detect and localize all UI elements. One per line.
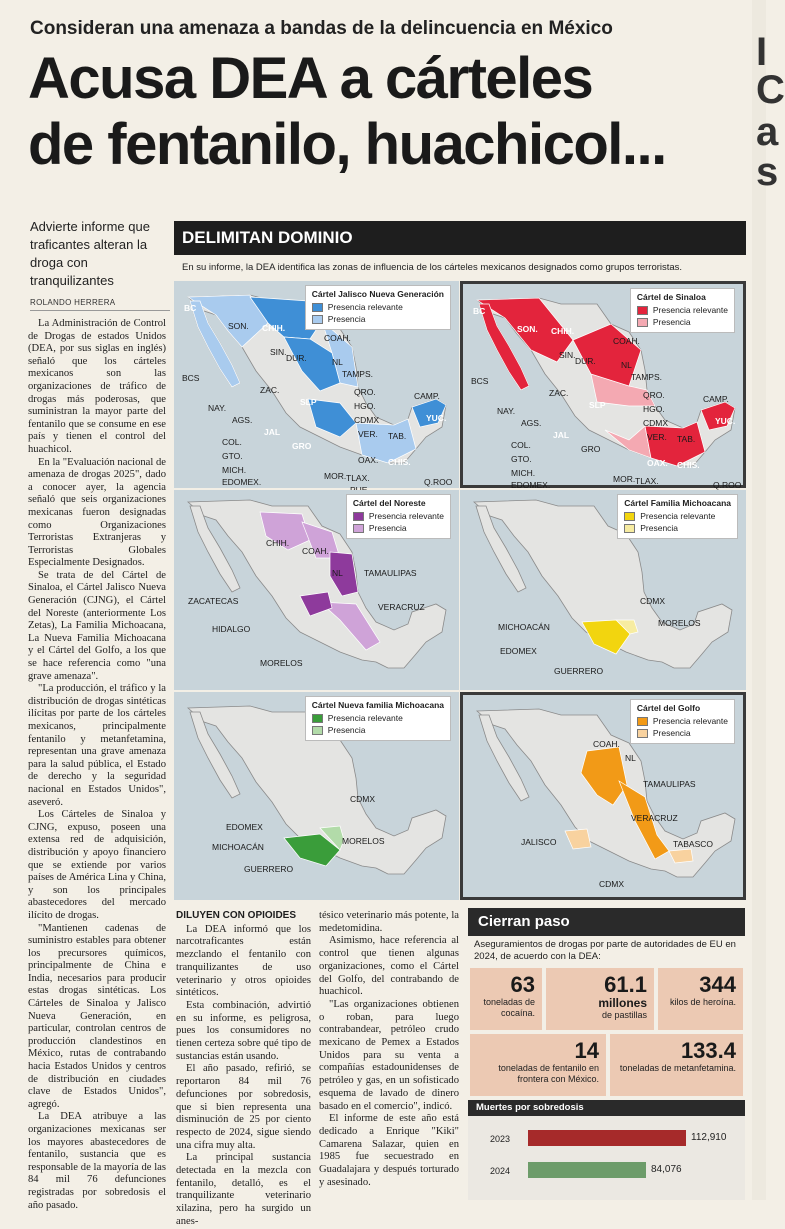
state-label: NAY. (497, 406, 516, 416)
overdose-value-2023: 112,910 (691, 1132, 727, 1143)
legend-label: Presencia relevante (368, 511, 444, 521)
stat-value: 344 (699, 972, 736, 997)
state-label: TABASCO (673, 839, 713, 849)
headline-line-1: Acusa DEA a cárteles (28, 46, 593, 111)
state-label: MICH. (511, 468, 536, 478)
map-legend (346, 494, 451, 539)
legend-label: Presencia relevante (327, 713, 403, 723)
seizure-meth (608, 1032, 745, 1098)
legend-swatch (353, 524, 364, 533)
state-label: SIN. (270, 347, 287, 357)
state-label: SLP (589, 400, 606, 410)
state-label: CDMX (643, 418, 669, 428)
stat-unit: toneladas de cocaína. (483, 997, 535, 1018)
state-label: ZAC. (549, 388, 569, 398)
legend-label: Presencia relevante (327, 302, 403, 312)
state-label: NL (332, 357, 343, 367)
state-label: MOR. (613, 474, 636, 484)
legend-swatch (637, 729, 648, 738)
state-label: MICH. (222, 465, 247, 475)
article-subhead: Advierte informe que traficantes alteran la droga con tranquilizantes (30, 219, 150, 288)
state-label: JAL (553, 430, 570, 440)
stat-value: 133.4 (680, 1038, 736, 1063)
stat-value: 63 (510, 972, 535, 997)
cartel-map-panel (174, 692, 459, 900)
article-headline (28, 46, 748, 178)
legend-relevant (353, 510, 444, 522)
article-byline: ROLANDO HERRERA (30, 298, 170, 311)
legend-relevant (624, 510, 731, 522)
state-label: BCS (471, 376, 489, 386)
map-legend (630, 699, 735, 744)
state-label: SON. (517, 324, 538, 334)
legend-presence (312, 724, 444, 736)
state-label: NAY. (208, 403, 227, 413)
legend-label: Presencia (652, 728, 691, 738)
state-label: CAMP. (414, 391, 440, 401)
paragraph: Esta combinación, advirtió en su informe, es peligrosa, pues los consumidores no tienen certeza sobre qué tipo de sustancias están usando. (176, 999, 311, 1062)
stat-unit: toneladas de metanfetamina. (619, 1063, 736, 1073)
paragraph: El informe de este año está dedicado a Enrique "Kiki" Camarena Salazar, quien en 1985 fue secuestrado en Guadalajara y después torturado y asesinado. (319, 1113, 459, 1188)
state-label: SLP (300, 397, 317, 407)
seizure-heroin (656, 966, 745, 1032)
article-mid-column (176, 910, 311, 1229)
paragraph: La principal sustancia detectada en la mezcla con fentanilo, detalló, es el tranquilizante veterinario xilazina, pero ha surgido un anes- (176, 1152, 311, 1227)
paragraph: "La producción, el tráfico y la distribución de drogas sintéticas ilícitas por parte de los cárteles mexicanos, principalmente fentanilo y metanfetamina, representan una grave amenaza para la salud pública, el Estado de derecho y la seguridad nacional en Estados Unidos", aseveró. (28, 683, 166, 808)
legend-swatch (312, 714, 323, 723)
legend-swatch (637, 717, 648, 726)
state-label: EDOMEX (500, 646, 537, 656)
state-label: TAMPS. (342, 369, 374, 379)
state-label: AGS. (232, 415, 253, 425)
legend-label: Presencia (327, 725, 366, 735)
state-label: MORELOS (260, 658, 303, 668)
seizure-fentanyl (468, 1032, 608, 1098)
overdose-year-2023: 2023 (490, 1134, 511, 1144)
state-label: EDOMEX. (222, 477, 262, 487)
legend-swatch (312, 303, 323, 312)
paragraph: La DEA atribuye a las organizaciones mexicanas ser los mayores abastecedores de fentanilo, sustancia que es responsable de la mayoría de las 84 mil 76 defunciones registradas por sobredosis el año pasado. (28, 1111, 166, 1211)
state-label: CHIS. (677, 460, 700, 470)
legend-swatch (353, 512, 364, 521)
article-kicker: Consideran una amenaza a bandas de la delincuencia en México (30, 18, 613, 39)
seizures-title-bar (468, 908, 745, 936)
overdose-bar-2024 (528, 1162, 646, 1178)
state-label: TLAX. (635, 476, 659, 486)
state-label: HGO. (354, 401, 376, 411)
state-label: MORELOS (342, 836, 385, 846)
state-label: SON. (228, 321, 249, 331)
paragraph: Los Cárteles de Sinaloa y CJNG, expuso, poseen una extensa red de adquisición, distribución y apoyo financiero que se extiende por varios países de América Lina y China, y son los principales abastecedores del mercado ilícito de drogas. (28, 809, 166, 921)
state-label: COAH. (302, 546, 329, 556)
legend-cartel-name: Cártel Nueva familia Michoacana (311, 700, 444, 710)
state-label: SIN. (559, 350, 576, 360)
overdose-chart (468, 1116, 745, 1200)
seizure-cocaine (468, 966, 544, 1032)
state-label: COL. (222, 437, 242, 447)
legend-presence (353, 522, 444, 534)
paragraph: "Mantienen cadenas de suministro estables para obtener los precursores químicos, principalmente de China e India, necesarios para producir estas drogas sintéticas. Los Cárteles de Sinaloa y Jalisco Nueva Generación, en particular, controlan centros de producción clandestinos en México, rutas de contrabando hacia Estados Unidos y centros de distribución en ciudades clave de Estados Unidos", agregó. (28, 922, 166, 1110)
seizures-title: Cierran paso (478, 913, 570, 930)
state-label: NL (332, 568, 343, 578)
state-label: CDMX (354, 415, 380, 425)
stat-value: 14 (574, 1038, 599, 1063)
presence-region (565, 829, 591, 849)
legend-label: Presencia relevante (652, 305, 728, 315)
state-label: VERACRUZ (378, 602, 425, 612)
state-label: COAH. (324, 333, 351, 343)
legend-relevant (312, 712, 444, 724)
state-label: NL (621, 360, 632, 370)
state-label: GRO (292, 441, 312, 451)
state-label: GTO. (222, 451, 243, 461)
state-label: MICHOACÁN (498, 622, 550, 632)
legend-label: Presencia relevante (640, 511, 716, 521)
state-label: BC (473, 306, 486, 316)
legend-cartel-name: Cártel de Sinaloa (636, 292, 706, 302)
state-label: GTO. (511, 454, 532, 464)
cartel-map-panel (174, 281, 459, 488)
state-label: BC (184, 303, 197, 313)
graphic-title-bar (174, 221, 746, 255)
legend-swatch (637, 306, 648, 315)
stat-unit: toneladas de fentanilo en frontera con México. (498, 1063, 599, 1084)
state-label: EDOMEX. (511, 480, 551, 490)
legend-cartel-name: Cártel Jalisco Nueva Generación (311, 289, 444, 299)
state-label: OAX. (358, 455, 379, 465)
state-label: TAB. (677, 434, 696, 444)
state-label: TLAX. (346, 473, 370, 483)
legend-presence (312, 313, 444, 325)
state-label: VER. (647, 432, 667, 442)
state-label: VERACRUZ (631, 813, 678, 823)
state-label: Q.ROO (713, 480, 742, 490)
paragraph: Se trata de del Cártel de Sinaloa, el Cártel Jalisco Nueva Generación (CJNG), el Cártel del Noreste (anteriormente Los Zetas), La Familia Michoacana, La Nueva Familia Michoacana y el Cártel del Golfo, a los que se hace referencia como "una grave amenaza". (28, 569, 166, 682)
state-label: OAX. (647, 458, 668, 468)
paragraph: El año pasado, refirió, se reportaron 84 mil 76 defunciones por sobredosis, que si bien representa una disminución de 25 por ciento respecto de 2024, sigue siendo una cifra muy alta. (176, 1063, 311, 1151)
state-label: CHIS. (388, 457, 411, 467)
state-label: JALISCO (521, 837, 557, 847)
state-label: JAL (264, 427, 281, 437)
stat-unit: kilos de heroína. (669, 997, 736, 1007)
cartel-map-panel (460, 490, 746, 690)
state-label: ZACATECAS (188, 596, 239, 606)
state-label: DUR. (286, 353, 307, 363)
state-label: CDMX (350, 794, 376, 804)
legend-presence (637, 727, 728, 739)
legend-label: Presencia (327, 314, 366, 324)
legend-swatch (624, 524, 635, 533)
state-label: NL (625, 753, 636, 763)
legend-cartel-name: Cártel Familia Michoacana (624, 498, 731, 508)
cartel-map-panel (460, 281, 746, 488)
state-label: MOR. (324, 471, 347, 481)
state-label: QRO. (643, 390, 665, 400)
state-label: Q.ROO (424, 477, 453, 487)
stat-value: 61.1 (604, 972, 647, 997)
legend-swatch (624, 512, 635, 521)
legend-swatch (312, 315, 323, 324)
state-label: DUR. (575, 356, 596, 366)
state-label: CDMX (599, 879, 625, 889)
legend-relevant (312, 301, 444, 313)
state-label: GUERRERO (554, 666, 604, 676)
map-legend (630, 288, 735, 333)
legend-cartel-name: Cártel del Noreste (352, 498, 426, 508)
legend-label: Presencia relevante (652, 716, 728, 726)
cartel-map-panel (460, 692, 746, 900)
state-label: MICHOACÁN (212, 842, 264, 852)
state-label: GRO (581, 444, 601, 454)
state-label: VER. (358, 429, 378, 439)
state-label: COL. (511, 440, 531, 450)
paragraph-continued: tésico veterinario más potente, la medetomidina. (319, 910, 459, 934)
seizure-pills (544, 966, 656, 1032)
state-label: TAMAULIPAS (364, 568, 417, 578)
section-title: DILUYEN CON OPIOIDES (176, 910, 297, 921)
legend-label: Presencia (640, 523, 679, 533)
map-legend (305, 696, 451, 741)
stat-unit-bold: millones (598, 996, 647, 1010)
state-label: CDMX (640, 596, 666, 606)
paragraph: La Administración de Control de Drogas de estados Unidos (DEA, por sus siglas en inglés) señaló que los cárteles mexicanos son las organizaciones de tráfico de drogas más poderosas, que suministran la mayor parte del fentanilo que se consume en ese país y tienen el control del huachicol. (28, 318, 166, 455)
state-label: BCS (182, 373, 200, 383)
cartel-map-panel (174, 490, 459, 690)
legend-relevant (637, 304, 728, 316)
state-label: QRO. (354, 387, 376, 397)
state-label: MORELOS (658, 618, 701, 628)
state-label: CHIH. (551, 326, 575, 336)
state-label: ZAC. (260, 385, 280, 395)
state-label: YUC. (715, 416, 736, 426)
legend-presence (637, 316, 728, 328)
legend-label: Presencia (368, 523, 407, 533)
paragraph: En la "Evaluación nacional de amenaza de drogas 2025", dado a conocer ayer, la agencia señaló que seis organizaciones mexicanas fueron designadas como Organizaciones Terroristas Extranjeras y Terroristas Globales Especialmente Designados. (28, 456, 166, 569)
map-legend (617, 494, 738, 539)
headline-line-2: de fentanilo, huachicol... (28, 112, 666, 177)
state-label: HGO. (643, 404, 665, 414)
state-label: TAMAULIPAS (643, 779, 696, 789)
adjacent-article-edge: I C a s (752, 0, 766, 1200)
overdose-bar-2023 (528, 1130, 686, 1146)
state-label: EDOMEX (226, 822, 263, 832)
state-label: COAH. (593, 739, 620, 749)
state-label: YUC. (426, 413, 447, 423)
state-label: GUERRERO (244, 864, 294, 874)
state-label: TAB. (388, 431, 407, 441)
state-label: CHIH. (266, 538, 290, 548)
legend-relevant (637, 715, 728, 727)
paragraph: "Las organizaciones obtienen o roban, para luego contrabandear, petróleo crudo mexicano de Pemex a Estados Unidos para su venta a compañías estadounidenses de petróleo y gas, en un sofisticado esquema de lavado de dinero basado en el comercio", indicó. (319, 998, 459, 1112)
paragraph: Asimismo, hace referencia al control que tienen algunas organizaciones, como el Cártel del Golfo, del contrabando de huachicol. (319, 935, 459, 998)
state-label: CHIH. (262, 323, 286, 333)
stat-unit: de pastillas (601, 1010, 647, 1020)
overdose-value-2024: 84,076 (651, 1164, 682, 1175)
graphic-title: DELIMITAN DOMINIO (182, 228, 353, 247)
state-label: TAMPS. (631, 372, 663, 382)
legend-presence (624, 522, 731, 534)
state-label: HIDALGO (212, 624, 251, 634)
article-right-column (319, 910, 459, 1189)
overdose-chart-title: Muertes por sobredosis (468, 1100, 745, 1116)
legend-cartel-name: Cártel del Golfo (636, 703, 701, 713)
seizures-description: Aseguramientos de drogas por parte de autoridades de EU en 2024, de acuerdo con la DEA: (468, 936, 745, 966)
legend-swatch (637, 318, 648, 327)
paragraph: La DEA informó que los narcotraficantes están mezclando el fentanilo con tranquilizantes de uso veterinario y otros opioides sintéticos. (176, 923, 311, 999)
state-label: COAH. (613, 336, 640, 346)
legend-label: Presencia (652, 317, 691, 327)
map-legend (305, 285, 451, 330)
article-left-column (28, 318, 166, 1212)
legend-swatch (312, 726, 323, 735)
overdose-year-2024: 2024 (490, 1166, 511, 1176)
state-label: AGS. (521, 418, 542, 428)
graphic-description: En su informe, la DEA identifica las zonas de influencia de los cárteles mexicanos designados como grupos terroristas. (174, 255, 746, 281)
state-label: CAMP. (703, 394, 729, 404)
